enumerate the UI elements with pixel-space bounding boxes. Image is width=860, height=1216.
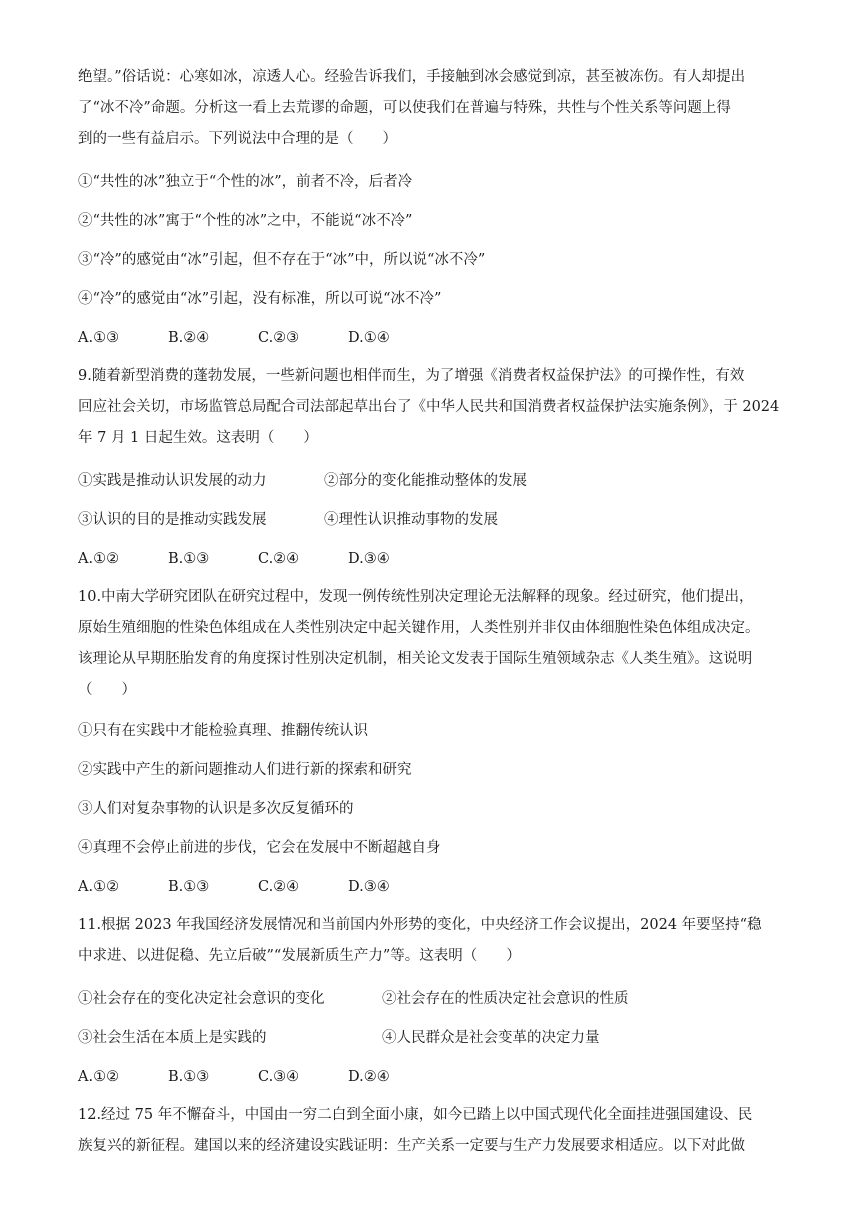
choice-c: C.②④: [258, 879, 300, 895]
q10-stem-line: 该理论从早期胚胎发育的角度探讨性别决定机制，相关论文发表于国际生殖领域杂志《人类生殖》。这说明: [78, 651, 753, 667]
q8-stem: [78, 62, 790, 155]
choice-d: D.②④: [348, 1069, 390, 1085]
q11-choices: [78, 1067, 790, 1087]
q8-option-1: ①“共性的冰”独立于“个性的冰”，前者不冷，后者冷: [78, 174, 413, 190]
q8-stem-line: 绝望。”俗话说：心寒如冰，凉透人心。经验告诉我们，手接触到冰会感觉到凉，甚至被冻伤。有人却提出: [78, 69, 746, 85]
q12-stem: [78, 1100, 790, 1162]
choice-d: D.①④: [348, 330, 390, 346]
q9-option-row: [78, 471, 790, 491]
q9-choices: [78, 549, 790, 569]
q10-stem-line: （ ）: [78, 682, 136, 698]
choice-b: B.②④: [168, 330, 210, 346]
q10-stem-line: 原始生殖细胞的性染色体组成在人类性别决定中起关键作用，人类性别并非仅由体细胞性染色体组成决定。: [78, 620, 760, 636]
q10-option-4: ④真理不会停止前进的步伐，它会在发展中不断超越自身: [78, 840, 441, 856]
q9-option-row: [78, 510, 790, 530]
choice-a: A.①②: [78, 1069, 120, 1085]
choice-b: B.①③: [168, 1069, 210, 1085]
q11-option-3: ③社会生活在本质上是实践的: [78, 1030, 267, 1046]
q8-option-3: ③“冷”的感觉由“冰”引起，但不存在于“冰”中，所以说“冰不冷”: [78, 252, 486, 268]
q12-stem-line: 族复兴的新征程。建国以来的经济建设实践证明：生产关系一定要与生产力发展要求相适应。以下对此做: [78, 1138, 745, 1154]
q9-stem-line: 年 7 月 1 日起生效。这表明（ ）: [78, 430, 318, 446]
document-page: [78, 62, 790, 1162]
q11-stem-line: 11.根据 2023 年我国经济发展情况和当前国内外形势的变化，中央经济工作会议提出，2024 年要坚持“稳: [78, 917, 762, 933]
q8-stem-line: 到的一些有益启示。下列说法中合理的是（ ）: [78, 131, 397, 147]
choice-a: A.①②: [78, 879, 120, 895]
q10-stem: [78, 582, 790, 706]
choice-d: D.③④: [348, 551, 390, 567]
q10-option-2: ②实践中产生的新问题推动人们进行新的探索和研究: [78, 762, 412, 778]
choice-c: C.②③: [258, 330, 300, 346]
q10-option-3: ③人们对复杂事物的认识是多次反复循环的: [78, 801, 354, 817]
q9-stem: [78, 361, 790, 454]
q11-option-2: ②社会存在的性质决定社会意识的性质: [382, 991, 629, 1007]
q9-option-1: ①实践是推动认识发展的动力: [78, 473, 267, 489]
q8-option-2: ②“共性的冰”寓于“个性的冰”之中，不能说“冰不冷”: [78, 213, 413, 229]
q8-choices: [78, 328, 790, 348]
q11-option-row: [78, 989, 790, 1009]
choice-a: A.①③: [78, 330, 120, 346]
q11-stem: [78, 910, 790, 972]
q9-option-4: ④理性认识推动事物的发展: [324, 512, 498, 528]
q9-stem-line: 回应社会关切，市场监管总局配合司法部起草出台了《中华人民共和国消费者权益保护法实施条例》，于 2024: [78, 399, 780, 415]
q9-option-3: ③认识的目的是推动实践发展: [78, 512, 267, 528]
choice-c: C.②④: [258, 551, 300, 567]
q10-choices: [78, 877, 790, 897]
q11-option-1: ①社会存在的变化决定社会意识的变化: [78, 991, 325, 1007]
q9-stem-line: 9.随着新型消费的蓬勃发展，一些新问题也相伴而生，为了增强《消费者权益保护法》的可操作性，有效: [78, 368, 745, 384]
choice-d: D.③④: [348, 879, 390, 895]
q10-stem-line: 10.中南大学研究团队在研究过程中，发现一例传统性别决定理论无法解释的现象。经过研究，他们提出，: [78, 589, 754, 605]
q11-option-4: ④人民群众是社会变革的决定力量: [382, 1030, 600, 1046]
q12-stem-line: 12.经过 75 年不懈奋斗，中国由一穷二白到全面小康，如今已踏上以中国式现代化全面挂进强国建设、民: [78, 1107, 753, 1123]
q9-option-2: ②部分的变化能推动整体的发展: [324, 473, 527, 489]
q8-option-4: ④“冷”的感觉由“冰”引起，没有标准，所以可说“冰不冷”: [78, 291, 442, 307]
choice-c: C.③④: [258, 1069, 300, 1085]
choice-a: A.①②: [78, 551, 120, 567]
choice-b: B.①③: [168, 879, 210, 895]
q11-option-row: [78, 1028, 790, 1048]
q10-option-1: ①只有在实践中才能检验真理、推翻传统认识: [78, 723, 368, 739]
choice-b: B.①③: [168, 551, 210, 567]
q8-stem-line: 了“冰不冷”命题。分析这一看上去荒谬的命题，可以使我们在普遍与特殊，共性与个性关系等问题上得: [78, 100, 731, 116]
q11-stem-line: 中求进、以进促稳、先立后破”“发展新质生产力”等。这表明（ ）: [78, 948, 521, 964]
